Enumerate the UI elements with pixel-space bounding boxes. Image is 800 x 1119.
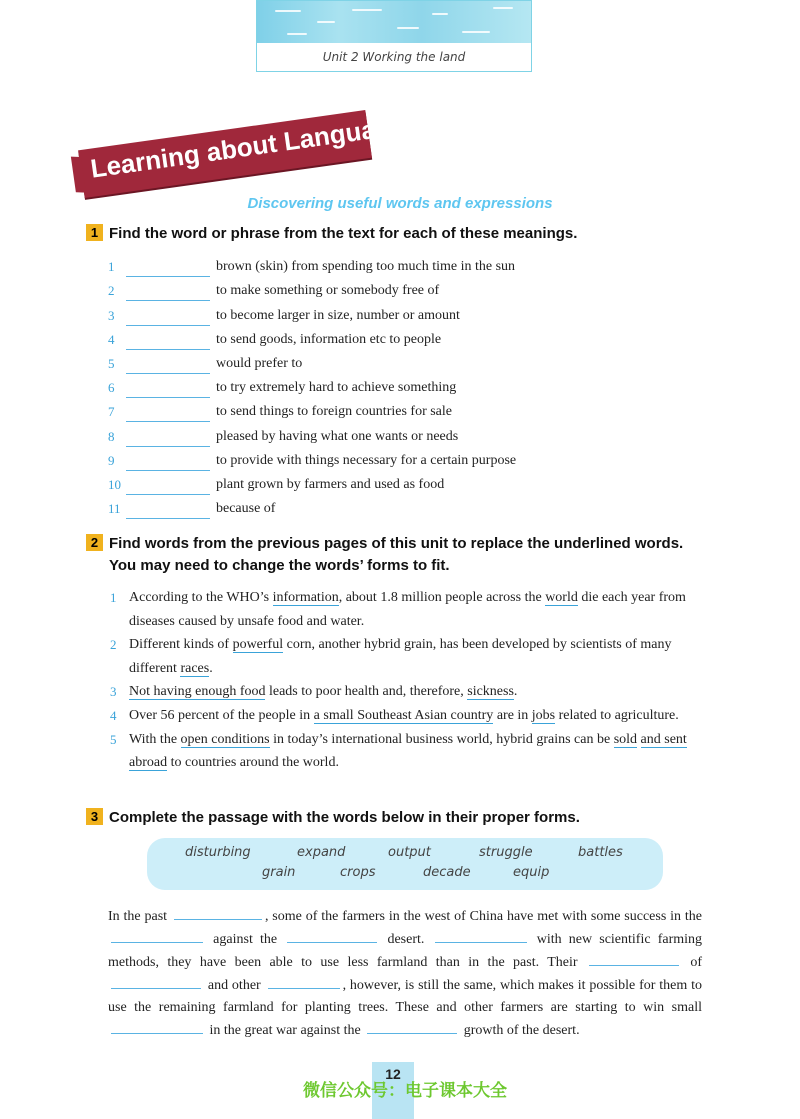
underlined-word: jobs [531, 707, 556, 723]
exercise-1-list [108, 253, 708, 519]
word-bank-item: struggle [479, 845, 533, 860]
word-bank-item: equip [513, 865, 550, 880]
exercise-2-instruction-line2: You may need to change the words’ forms to fit. [109, 557, 450, 574]
list-item: 9 to provide with things necessary for a certain purpose [108, 447, 708, 471]
list-item: 4 to send goods, information etc to people [108, 326, 708, 350]
word-bank-item: crops [340, 865, 376, 880]
answer-blank[interactable] [287, 928, 377, 943]
list-item: 5 would prefer to [108, 350, 708, 374]
underlined-word: a small Southeast Asian country [313, 707, 494, 723]
exercise-2-instruction-line1: Find words from the previous pages of this unit to replace the underlined words. [109, 535, 684, 552]
answer-blank[interactable] [126, 262, 210, 277]
list-item: 5 With the open conditions in today’s international business world, hybrid grains can be sold and sent abroad to countries around the world. [110, 731, 687, 771]
exercise-3-passage: In the past , some of the farmers in the west of China have met with some success in the against the desert. with new scientific farming methods, they have been able to use less farmland than in the past. Their of and other , however, is still the same, which makes it possible for them to use the remaining farmland for planting trees. These and other farmers are starting to win small in the great war against the growth of the desert. [108, 905, 702, 1042]
page-number: 12 [372, 1062, 414, 1119]
answer-blank[interactable] [268, 974, 340, 989]
underlined-word: Not having enough food [129, 684, 266, 700]
exercise-3-number: 3 [86, 808, 103, 825]
section-banner [78, 109, 408, 198]
unit-header [256, 0, 532, 72]
answer-blank[interactable] [111, 974, 201, 989]
answer-blank[interactable] [126, 432, 210, 447]
list-item: 2 to make something or somebody free of [108, 277, 708, 301]
answer-blank[interactable] [111, 1019, 203, 1034]
answer-blank[interactable] [174, 905, 262, 920]
underlined-word: sold [613, 731, 638, 747]
word-bank-item: disturbing [185, 845, 251, 860]
list-item: 3 Not having enough food leads to poor health and, therefore, sickness. [110, 684, 518, 700]
list-item: 11 because of [108, 495, 708, 519]
list-item: 1 According to the WHO’s information, about 1.8 million people across the world die each year from diseases caused by unsafe food and water. [110, 590, 686, 629]
list-item: 7 to send things to foreign countries for sale [108, 398, 708, 422]
underlined-word: open conditions [180, 731, 270, 747]
underlined-word: sickness [467, 684, 514, 700]
answer-blank[interactable] [367, 1019, 457, 1034]
list-item: 4 Over 56 percent of the people in a small Southeast Asian country are in jobs related to agriculture. [110, 707, 679, 723]
answer-blank[interactable] [126, 504, 210, 519]
answer-blank[interactable] [126, 286, 210, 301]
underlined-word: powerful [232, 637, 284, 653]
answer-blank[interactable] [435, 928, 527, 943]
word-bank [147, 838, 663, 890]
exercise-3-heading [86, 807, 580, 829]
answer-blank[interactable] [126, 383, 210, 398]
word-bank-item: grain [262, 865, 296, 880]
exercise-1-instruction: Find the word or phrase from the text for each of these meanings. [109, 225, 578, 242]
exercise-1-number: 1 [86, 224, 103, 241]
answer-blank[interactable] [589, 951, 679, 966]
word-bank-item: output [388, 845, 431, 860]
word-bank-item: decade [423, 865, 471, 880]
exercise-2-number: 2 [86, 534, 103, 551]
exercise-2-heading [86, 533, 683, 577]
answer-blank[interactable] [111, 928, 203, 943]
list-item: 10 plant grown by farmers and used as food [108, 471, 708, 495]
list-item: 6 to try extremely hard to achieve something [108, 374, 708, 398]
underlined-word: and sent abroad [129, 731, 687, 771]
list-item: 2 Different kinds of powerful corn, another hybrid grain, has been developed by scientists of many different races. [110, 637, 672, 676]
header-decoration [257, 1, 531, 43]
underlined-word: information [272, 590, 339, 605]
word-bank-item: battles [578, 845, 623, 860]
list-item: 8 pleased by having what one wants or needs [108, 422, 708, 446]
answer-blank[interactable] [126, 480, 210, 495]
section-subtitle: Discovering useful words and expressions [247, 195, 553, 212]
unit-title: Unit 2 Working the land [322, 50, 466, 64]
answer-blank[interactable] [126, 335, 210, 350]
word-bank-item: expand [297, 845, 346, 860]
exercise-3-instruction: Complete the passage with the words below in their proper forms. [109, 809, 580, 826]
underlined-word: world [545, 590, 578, 605]
answer-blank[interactable] [126, 359, 210, 374]
exercise-1-heading [86, 223, 577, 245]
list-item: 1 brown (skin) from spending too much time in the sun [108, 253, 708, 277]
list-item: 3 to become larger in size, number or amount [108, 301, 708, 325]
underlined-word: races [180, 660, 210, 676]
answer-blank[interactable] [126, 311, 210, 326]
banner-title: Learning about Language [88, 109, 408, 184]
exercise-2-list [108, 586, 708, 775]
answer-blank[interactable] [126, 456, 210, 471]
watermark-text: 微信公众号：电子课本大全 [303, 1081, 507, 1101]
answer-blank[interactable] [126, 407, 210, 422]
